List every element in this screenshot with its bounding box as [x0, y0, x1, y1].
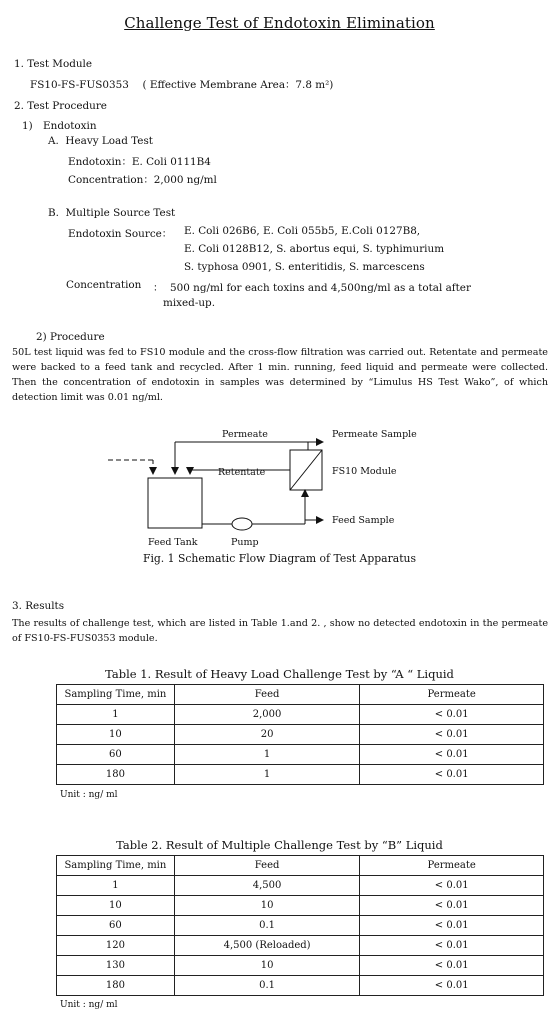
table-cell: 20 [174, 725, 360, 745]
label-retentate: Retentate [218, 467, 266, 478]
table-cell: < 0.01 [360, 956, 544, 976]
section-test-procedure-heading: 2. Test Procedure [14, 100, 107, 112]
table-cell: 4,500 (Reloaded) [174, 936, 360, 956]
multiple-source-concentration-label: Concentration [66, 279, 142, 291]
table-cell: < 0.01 [360, 745, 544, 765]
figure-caption: Fig. 1 Schematic Flow Diagram of Test Apparatus [142, 552, 417, 565]
table2-unit: Unit : ng/ ml [60, 1000, 118, 1010]
multiple-source-concentration-line: mixed-up. [163, 297, 215, 309]
label-feed-sample: Feed Sample [332, 515, 395, 526]
heavy-load-test-label: A. Heavy Load Test [48, 135, 153, 147]
table-cell: 180 [57, 765, 175, 785]
document-title: Challenge Test of Endotoxin Elimination [124, 14, 435, 32]
table-cell: < 0.01 [360, 976, 544, 996]
endotoxin-source-line: E. Coli 026B6, E. Coli 055b5, E.Coli 0127B8, [184, 225, 421, 237]
table-row [57, 896, 544, 916]
section-test-module-heading: 1. Test Module [14, 58, 93, 70]
table-cell: < 0.01 [360, 765, 544, 785]
table-cell: 10 [57, 896, 175, 916]
table-cell: 1 [57, 705, 175, 725]
test-module-line: FS10-FS-FUS0353 ( Effective Membrane Area：7.8 m²) [30, 79, 334, 91]
table-cell: 1 [174, 745, 360, 765]
label-fs10-module: FS10 Module [332, 466, 397, 477]
table-cell: 60 [57, 745, 175, 765]
table-row [57, 725, 544, 745]
table-cell: 10 [57, 725, 175, 745]
table-row [57, 916, 544, 936]
table-cell: < 0.01 [360, 916, 544, 936]
table-cell: 10 [174, 956, 360, 976]
table-cell: < 0.01 [360, 896, 544, 916]
heavy-load-endotoxin: Endotoxin：E. Coli 0111B4 [68, 156, 211, 168]
feed-tank-shape [148, 478, 202, 528]
table-cell: 2,000 [174, 705, 360, 725]
table-cell: 130 [57, 956, 175, 976]
table-header-cell: Feed [174, 856, 360, 876]
table-cell: < 0.01 [360, 725, 544, 745]
label-feed-tank: Feed Tank [148, 537, 198, 548]
table-cell: 180 [57, 976, 175, 996]
table1-caption: Table 1. Result of Heavy Load Challenge Test by “A “ Liquid [105, 667, 454, 681]
table-header-cell: Feed [174, 685, 360, 705]
section-results-heading: 3. Results [12, 600, 65, 612]
heavy-load-concentration: Concentration：2,000 ng/ml [68, 174, 217, 186]
results-paragraph: The results of challenge test, which are listed in Table 1.and 2. , show no detected endotoxin in the permeate of FS10-FS-FUS0353 module. [12, 618, 548, 644]
table-cell: < 0.01 [360, 936, 544, 956]
table-row [57, 956, 544, 976]
label-permeate-sample: Permeate Sample [332, 429, 417, 440]
subsection-endotoxin: 1) Endotoxin [22, 120, 97, 132]
table-cell: 0.1 [174, 976, 360, 996]
table-cell: 1 [57, 876, 175, 896]
table-row [57, 765, 544, 785]
label-permeate: Permeate [222, 429, 268, 440]
table-header-cell: Sampling Time, min [57, 685, 175, 705]
procedure-paragraph: 50L test liquid was fed to FS10 module and the cross-flow filtration was carried out. Retentate and permeate were backed to a feed tank and recycled. After 1 min. running, feed liquid and permeate were collected. Then the concentration of endotoxin in samples was determined by “Limulus HS Test Wako”, of which detection limit was 0.01 ng/ml. [12, 347, 548, 403]
table-header-row [57, 856, 544, 876]
table-header-row [57, 685, 544, 705]
multiple-source-concentration-line: ： 500 ng/ml for each toxins and 4,500ng/ml as a total after [153, 282, 471, 294]
table-cell: 10 [174, 896, 360, 916]
table-row [57, 705, 544, 725]
table-header-cell: Permeate [360, 856, 544, 876]
table2-caption: Table 2. Result of Multiple Challenge Test by “B” Liquid [116, 838, 443, 852]
table-cell: < 0.01 [360, 876, 544, 896]
table-row [57, 936, 544, 956]
table-row [57, 976, 544, 996]
table-cell: 0.1 [174, 916, 360, 936]
subsection-procedure: 2) Procedure [36, 331, 105, 343]
table2 [56, 855, 544, 996]
endotoxin-source-label: Endotoxin Source： [68, 228, 173, 240]
flow-diagram [0, 418, 559, 568]
table-cell: 4,500 [174, 876, 360, 896]
multiple-source-test-label: B. Multiple Source Test [48, 207, 176, 219]
endotoxin-source-line: S. typhosa 0901, S. enteritidis, S. marcescens [184, 261, 425, 273]
table-row [57, 876, 544, 896]
table-cell: < 0.01 [360, 705, 544, 725]
label-pump: Pump [231, 537, 259, 548]
table-header-cell: Permeate [360, 685, 544, 705]
table-cell: 120 [57, 936, 175, 956]
endotoxin-source-line: E. Coli 0128B12, S. abortus equi, S. typhimurium [184, 243, 445, 255]
table1-unit: Unit : ng/ ml [60, 790, 118, 800]
table-row [57, 745, 544, 765]
pump-shape [232, 518, 252, 530]
table-cell: 60 [57, 916, 175, 936]
table1 [56, 684, 544, 785]
table-header-cell: Sampling Time, min [57, 856, 175, 876]
table-cell: 1 [174, 765, 360, 785]
